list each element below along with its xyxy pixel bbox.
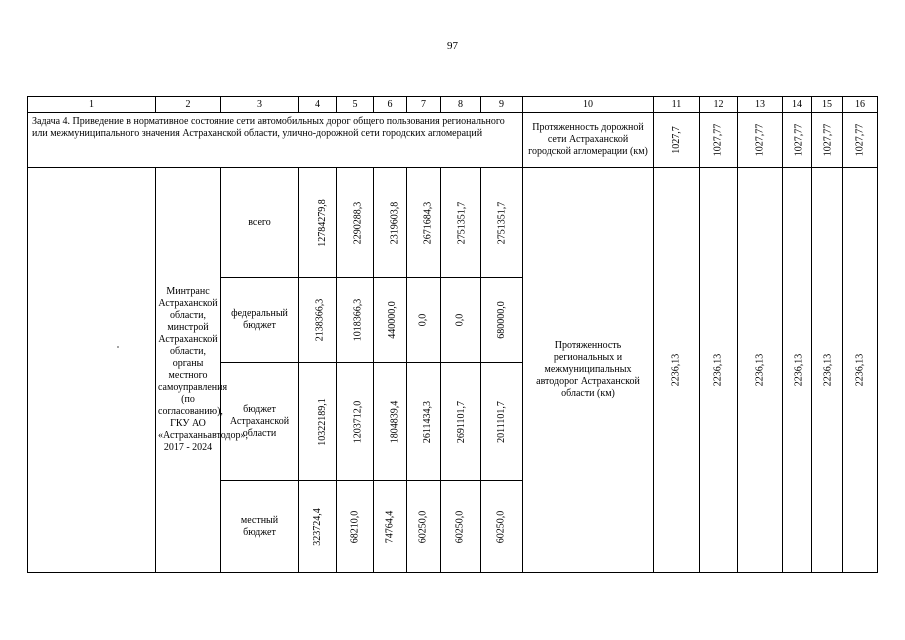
funding-value: 440000,0: [374, 278, 407, 363]
funding-row-total: [28, 168, 878, 278]
funding-label: местный бюджет: [221, 481, 299, 573]
executor-cell: Минтранс Астраханской области, минстрой Астраханской области, органы местного самоуправления (по согласованию), ГКУ АО «Астраханьавтодор», 2017 - 2024: [156, 168, 221, 573]
funding-value: 2691101,7: [441, 363, 481, 481]
indicator2-value-cell: 2236,13: [812, 168, 843, 573]
col-header: 14: [783, 97, 812, 113]
funding-value: 60250,0: [441, 481, 481, 573]
funding-value: 1018366,3: [337, 278, 374, 363]
funding-value: 2751351,7: [441, 168, 481, 278]
indicator2-label: Протяженность региональных и межмуниципальных автодорог Астраханской области (км): [523, 168, 654, 573]
col-header: 5: [337, 97, 374, 113]
funding-value: 1203712,0: [337, 363, 374, 481]
col-header: 15: [812, 97, 843, 113]
indicator-value-cell: 1027,77: [783, 113, 812, 168]
funding-value: 680000,0: [481, 278, 523, 363]
funding-value: 12784279,8: [299, 168, 337, 278]
col-header: 11: [654, 97, 700, 113]
funding-value: 74764,4: [374, 481, 407, 573]
indicator-value-cell: 1027,77: [700, 113, 738, 168]
task-row: [28, 113, 878, 168]
program-table: [27, 96, 878, 573]
funding-value: 60250,0: [407, 481, 441, 573]
col-header: 12: [700, 97, 738, 113]
column-number-row: [28, 97, 878, 113]
empty-cell: [28, 168, 156, 573]
funding-value: 2671684,3: [407, 168, 441, 278]
indicator2-value-cell: 2236,13: [700, 168, 738, 573]
col-header: 13: [738, 97, 783, 113]
indicator2-value-cell: 2236,13: [738, 168, 783, 573]
col-header: 16: [843, 97, 878, 113]
funding-value: 0,0: [407, 278, 441, 363]
funding-value: 2011101,7: [481, 363, 523, 481]
col-header: 6: [374, 97, 407, 113]
funding-value: 68210,0: [337, 481, 374, 573]
col-header: 7: [407, 97, 441, 113]
funding-value: 323724,4: [299, 481, 337, 573]
funding-value: 60250,0: [481, 481, 523, 573]
col-header: 10: [523, 97, 654, 113]
task-indicator: Протяженность дорожной сети Астраханской городской агломерации (км): [523, 113, 654, 168]
indicator-value-cell: 1027,77: [738, 113, 783, 168]
funding-value: 2138366,3: [299, 278, 337, 363]
indicator-value-cell: 1027,77: [843, 113, 878, 168]
funding-label: всего: [221, 168, 299, 278]
funding-value: 1804839,4: [374, 363, 407, 481]
funding-value: 2319603,8: [374, 168, 407, 278]
col-header: 3: [221, 97, 299, 113]
col-header: 9: [481, 97, 523, 113]
indicator-value-cell: 1027,7: [654, 113, 700, 168]
funding-label: бюджет Астраханской области: [221, 363, 299, 481]
funding-label: федеральный бюджет: [221, 278, 299, 363]
indicator-value-cell: 1027,77: [812, 113, 843, 168]
col-header: 4: [299, 97, 337, 113]
indicator2-value-cell: 2236,13: [843, 168, 878, 573]
task-title: Задача 4. Приведение в нормативное состояние сети автомобильных дорог общего пользования регионального или межмуниципального значения Астраханской области, улично-дорожной сети городских агломераций: [28, 113, 523, 168]
funding-value: 2751351,7: [481, 168, 523, 278]
col-header: 8: [441, 97, 481, 113]
col-header: 1: [28, 97, 156, 113]
funding-value: 2611434,3: [407, 363, 441, 481]
funding-value: 0,0: [441, 278, 481, 363]
funding-value: 10322189,1: [299, 363, 337, 481]
col-header: 2: [156, 97, 221, 113]
page-number: 97: [447, 40, 458, 52]
indicator2-value-cell: 2236,13: [654, 168, 700, 573]
indicator2-value-cell: 2236,13: [783, 168, 812, 573]
funding-value: 2290288,3: [337, 168, 374, 278]
